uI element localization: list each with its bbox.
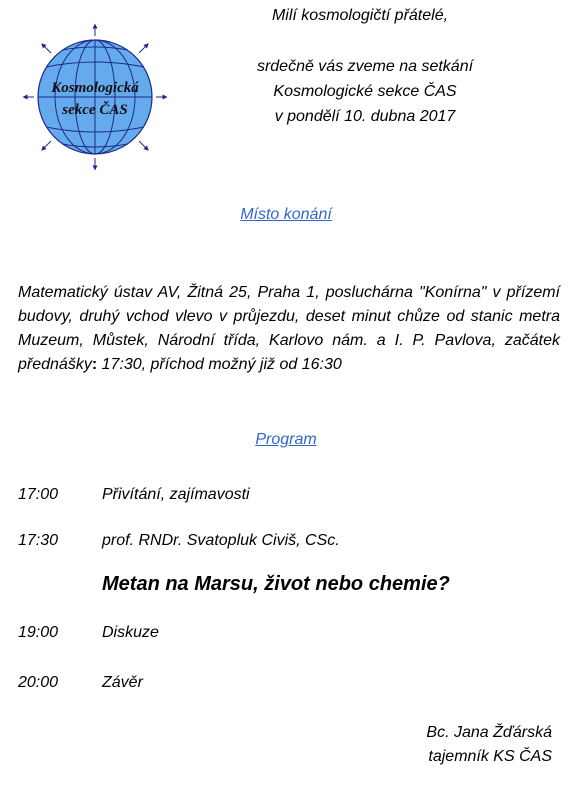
venue-text-after: 17:30, příchod možný již od 16:30	[97, 356, 342, 373]
venue-heading: Místo konání	[240, 206, 332, 223]
program-heading: Program	[255, 431, 317, 448]
greeting: Milí kosmologičtí přátelé,	[271, 7, 449, 24]
program-text: prof. RNDr. Svatopluk Civiš, CSc.	[102, 532, 340, 549]
program-time: 17:30	[18, 532, 59, 549]
talk-title: Metan na Marsu, život nebo chemie?	[102, 573, 450, 595]
invitation-block	[200, 54, 530, 129]
program-text: Diskuze	[102, 624, 159, 641]
venue-heading-wrap	[0, 206, 572, 224]
logo-line1: Kosmologická	[51, 80, 139, 96]
program-item	[18, 531, 340, 551]
signature-role: tajemník KS ČAS	[428, 748, 552, 765]
invite-line1: srdečně vás zveme na setkání	[256, 58, 474, 75]
venue-colon: :	[91, 356, 98, 373]
venue-text-before: Matematický ústav AV, Žitná 25, Praha 1, posluchárna "Konírna" v přízemí budovy, druhý vchod vlevo v průjezdu, deset minut chůze od stanic metra Muzeum, Můstek, Národní třída, Karlovo nám. a I. P. Pavlova, začátek přednášky	[18, 284, 560, 373]
invite-line3: v pondělí 10. dubna 2017	[274, 108, 456, 125]
program-time: 20:00	[18, 674, 59, 691]
invite-line2: Kosmologické sekce ČAS	[273, 83, 457, 100]
kosmologicka-sekce-logo	[22, 22, 168, 172]
program-time: 19:00	[18, 624, 59, 641]
globe-logo-icon	[22, 22, 168, 172]
program-item	[18, 485, 250, 505]
signature-name: Bc. Jana Žďárská	[426, 724, 552, 741]
signature-block	[426, 721, 552, 769]
program-text: Závěr	[102, 674, 143, 691]
program-heading-wrap	[0, 431, 572, 449]
venue-paragraph	[18, 281, 560, 377]
program-text: Přivítání, zajímavosti	[102, 486, 250, 503]
program-item	[18, 673, 143, 693]
logo-line2: sekce ČAS	[62, 102, 128, 118]
program-time: 17:00	[18, 486, 59, 503]
program-item	[18, 623, 159, 643]
